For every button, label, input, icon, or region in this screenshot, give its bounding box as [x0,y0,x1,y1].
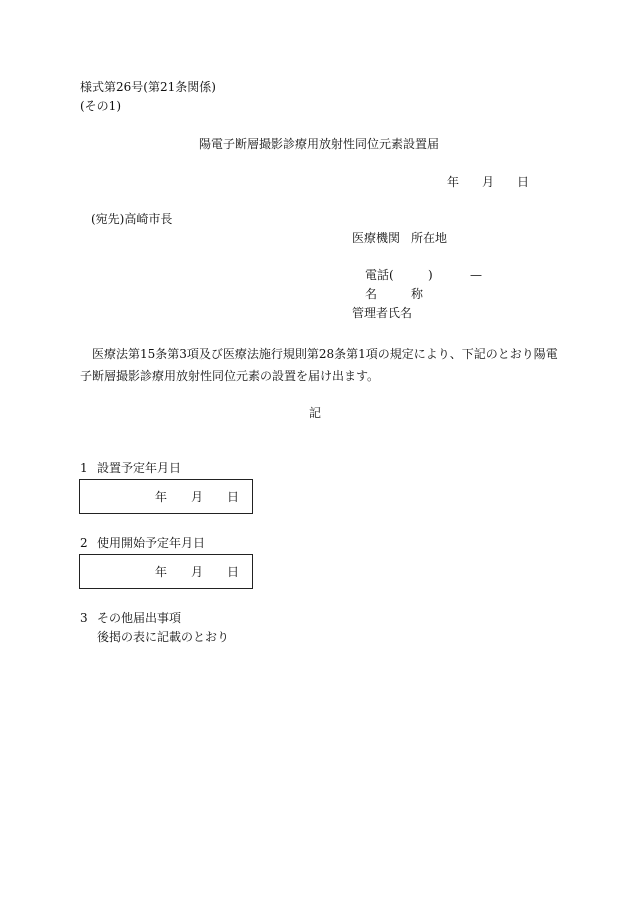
manager-name-label: 管理者氏名 [352,306,413,320]
item-2-month-label: 月 [191,565,204,579]
form-number: 様式第26号(第21条関係) [80,80,216,94]
location-label: 所在地 [411,231,448,245]
item-1-number: 1 [80,461,88,475]
item-2-number: 2 [80,536,88,550]
phone-close-paren: ) [428,268,433,282]
item-1-month-label: 月 [191,490,204,504]
phone-dash: — [470,268,482,282]
item-3-detail: 後掲の表に記載のとおり [97,630,230,644]
date-day-label: 日 [517,175,530,189]
date-year-label: 年 [447,175,460,189]
document-title: 陽電子断層撮影診療用放射性同位元素設置届 [199,137,440,151]
institution-label: 医療機関 [352,231,401,245]
item-2-date-box[interactable] [79,554,253,589]
item-3-label: その他届出事項 [97,611,182,625]
item-1-year-label: 年 [155,490,168,504]
form-sub-number: (その1) [80,99,121,113]
item-1-day-label: 日 [227,490,240,504]
body-paragraph: 医療法第15条第3項及び医療法施行規則第28条第1項の規定により、下記のとおり陽電子断層撮影診療用放射性同位元素の設置を届け出ます。 [80,347,558,383]
item-2-label: 使用開始予定年月日 [97,536,206,550]
name-label-part2: 称 [411,287,424,301]
item-2-year-label: 年 [155,565,168,579]
ki-heading: 記 [309,406,322,420]
name-label-part1: 名 [365,287,378,301]
item-1-label: 設置予定年月日 [97,461,182,475]
date-month-label: 月 [482,175,495,189]
item-1-date-box[interactable] [79,479,253,514]
item-3-number: 3 [80,611,88,625]
phone-label: 電話( [365,268,394,282]
addressee: (宛先)高崎市長 [91,212,173,226]
item-2-day-label: 日 [227,565,240,579]
